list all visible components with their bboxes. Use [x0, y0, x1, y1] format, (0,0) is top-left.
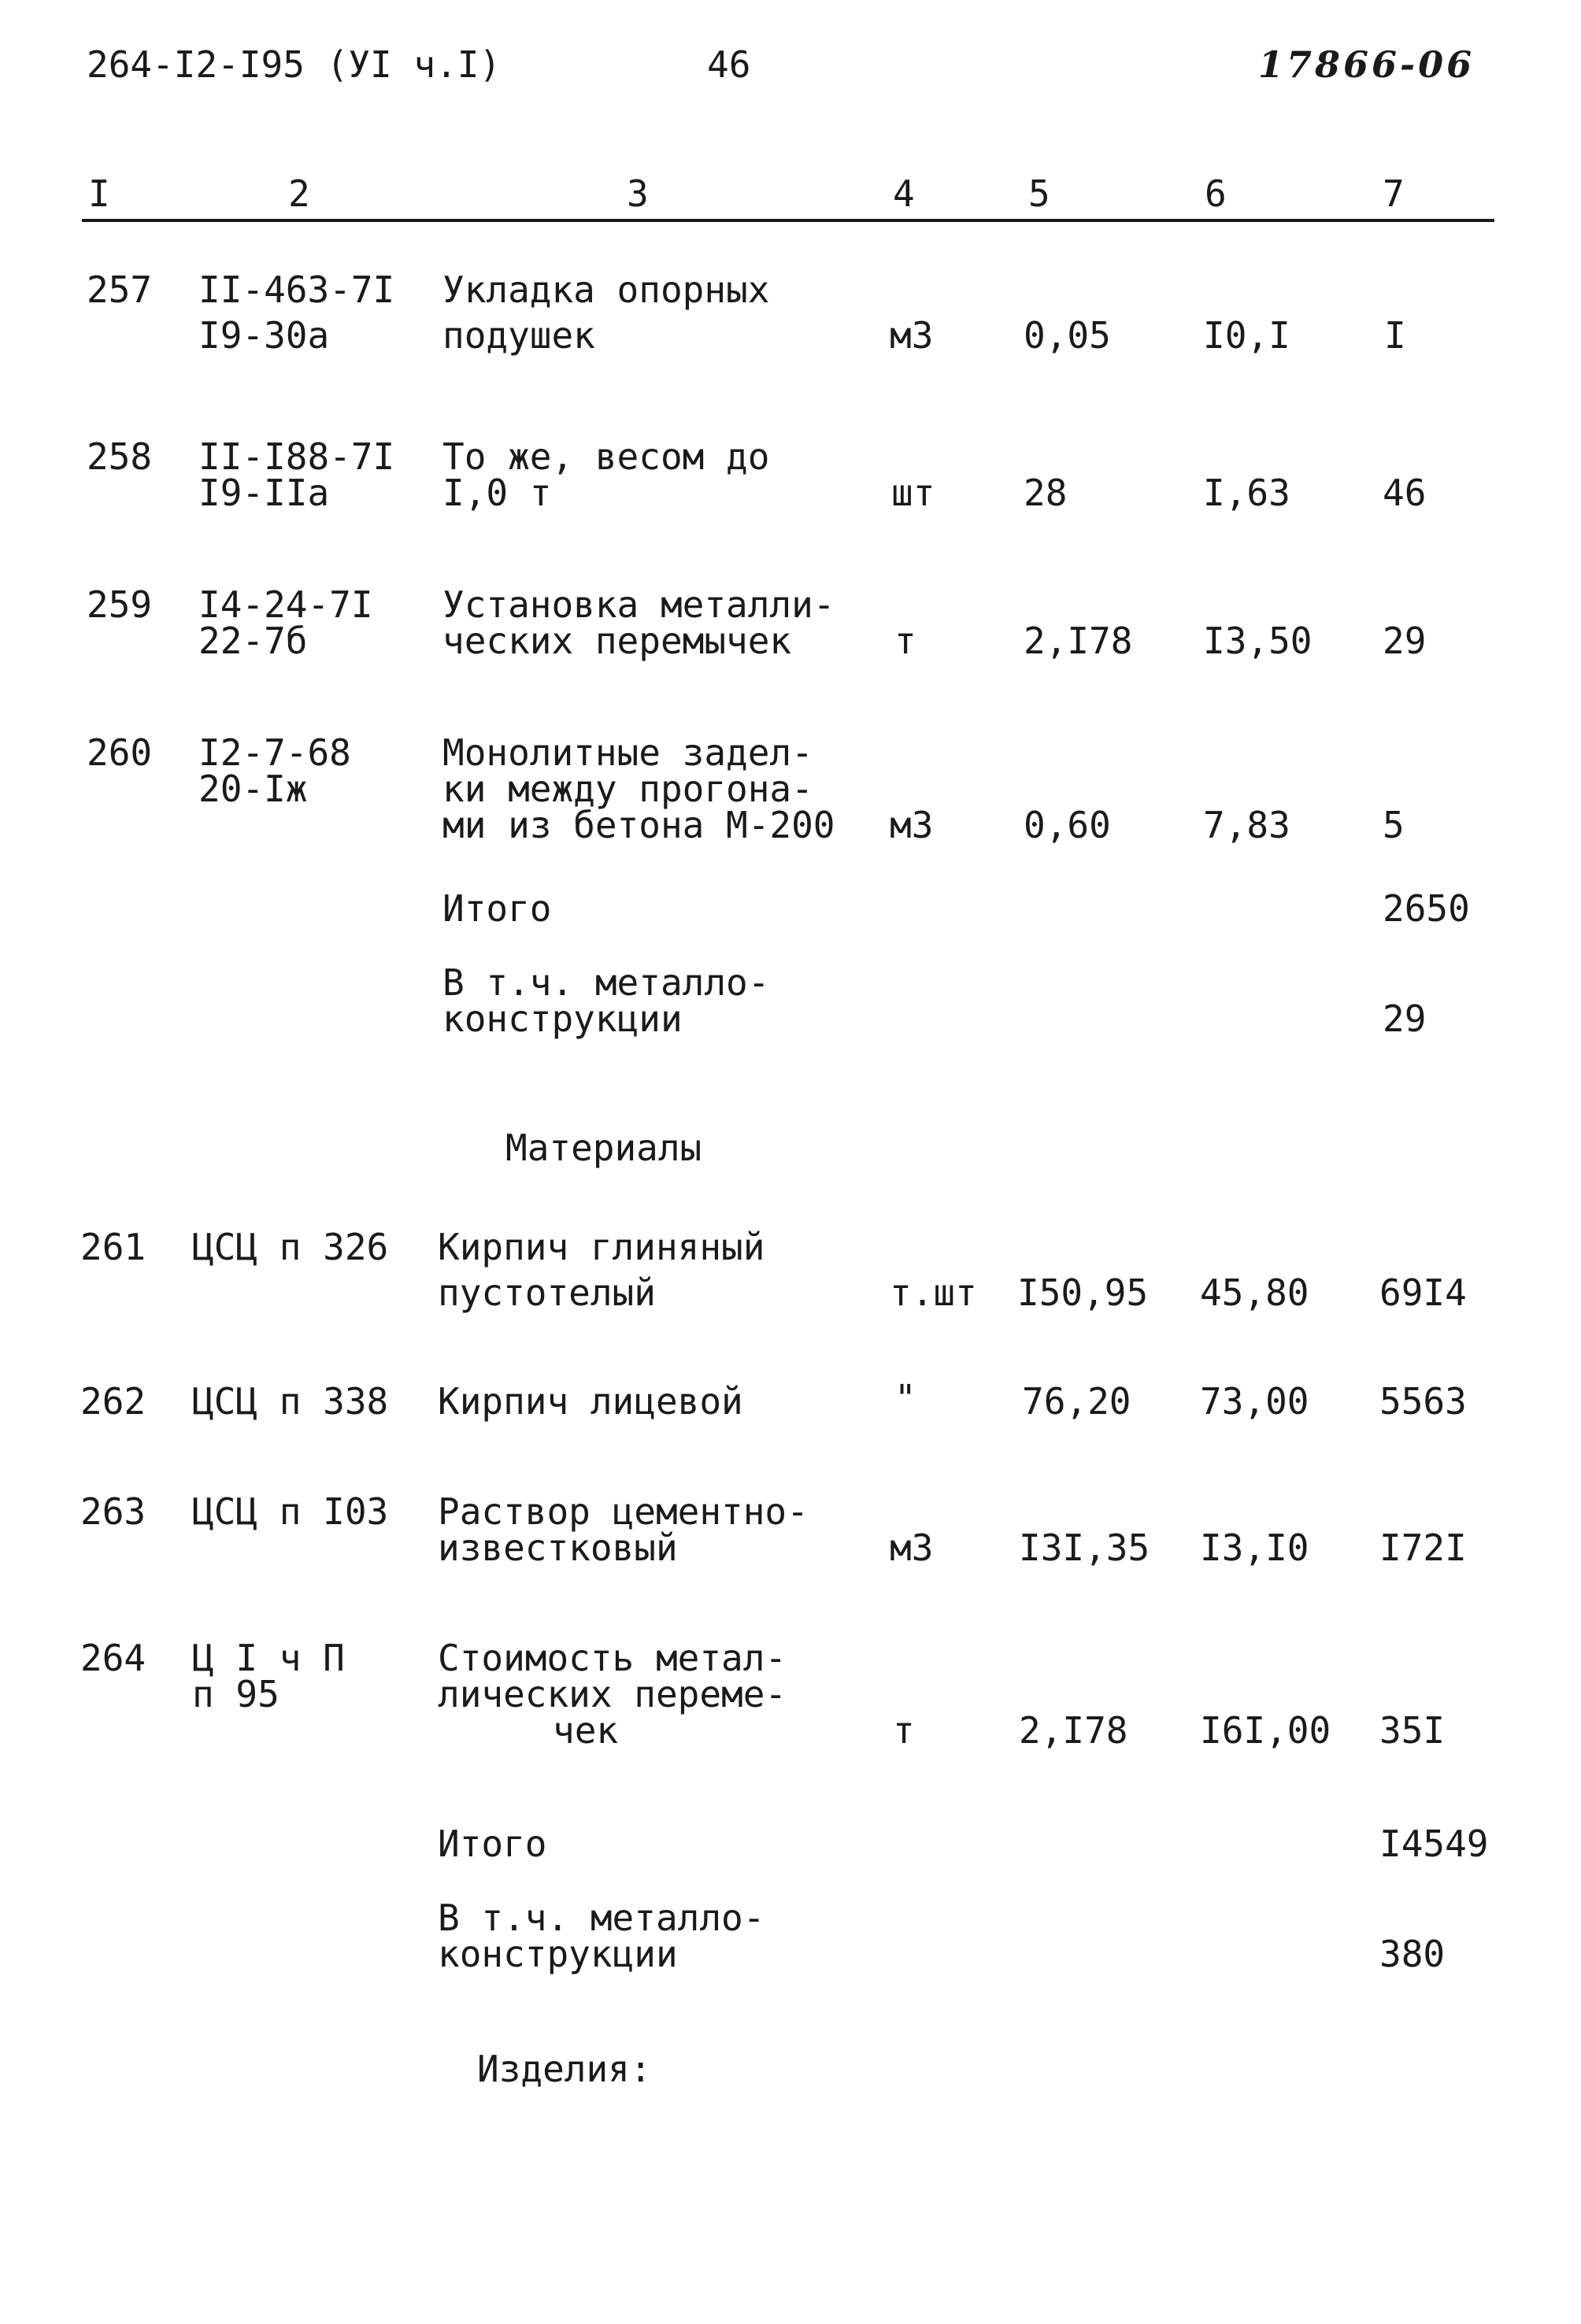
- row-code-line: 20-Iж: [198, 768, 308, 810]
- document-code: 264-I2-I95 (УI ч.I): [87, 43, 502, 86]
- row-number: 261: [80, 1226, 146, 1268]
- row-number: 264: [80, 1637, 146, 1679]
- itogo-label: Итого: [442, 887, 552, 930]
- column-header-6: 6: [1205, 172, 1227, 215]
- row-description-line: Раствор цементно-: [438, 1490, 809, 1533]
- row-number: 258: [87, 435, 153, 478]
- row-code-line: I4-24-7I: [198, 583, 373, 626]
- row-description-line: ки между прогона-: [442, 768, 813, 810]
- row-total: I: [1384, 314, 1406, 357]
- row-number: 257: [87, 268, 153, 311]
- row-total: 69I4: [1379, 1271, 1467, 1314]
- row-total: I72I: [1379, 1527, 1467, 1569]
- row-number: 259: [87, 583, 153, 626]
- row-unit-price: I3,I0: [1200, 1527, 1309, 1569]
- row-unit: т: [893, 1709, 915, 1752]
- row-quantity: 28: [1024, 472, 1068, 514]
- row-code-line: ЦСЦ п 338: [192, 1380, 389, 1423]
- row-quantity: I3I,35: [1019, 1527, 1150, 1569]
- row-description-line: ческих перемычек: [442, 620, 792, 662]
- column-header-3: 3: [627, 172, 649, 215]
- row-quantity: 0,05: [1024, 314, 1111, 357]
- metal-structures-value: 29: [1383, 997, 1427, 1040]
- section-heading-items: Изделия:: [477, 2048, 652, 2090]
- column-header-5: 5: [1028, 172, 1050, 215]
- row-description-line: Установка металли-: [442, 583, 835, 626]
- row-code-line: ЦСЦ п 326: [192, 1226, 389, 1268]
- row-description-line: Монолитные задел-: [442, 731, 813, 774]
- row-unit: т.шт: [890, 1271, 977, 1314]
- row-description-line: известковый: [438, 1527, 678, 1569]
- row-total: 46: [1383, 472, 1427, 514]
- header-rule: [82, 219, 1494, 222]
- row-unit-price: I0,I: [1203, 314, 1290, 357]
- row-number: 263: [80, 1490, 146, 1533]
- section-heading-materials: Материалы: [505, 1127, 702, 1169]
- row-number: 262: [80, 1380, 146, 1423]
- row-description-line: ми из бетона М-200: [442, 804, 835, 846]
- row-description-line: То же, весом до: [442, 435, 770, 478]
- archive-stamp-number: 17866-06: [1258, 43, 1475, 86]
- row-unit-price: I,63: [1203, 472, 1290, 514]
- row-quantity: 2,I78: [1024, 620, 1133, 662]
- row-total: 35I: [1379, 1709, 1446, 1752]
- row-description-line: Укладка опорных: [442, 268, 770, 311]
- metal-structures-label: конструкции: [438, 1933, 678, 1975]
- row-unit-price: 73,00: [1200, 1380, 1309, 1423]
- itogo-value: I4549: [1379, 1823, 1489, 1865]
- row-code-line: Ц I ч П: [192, 1637, 345, 1679]
- row-unit: ": [894, 1377, 916, 1419]
- row-unit-price: I3,50: [1203, 620, 1313, 662]
- row-description-line: Стоимость метал-: [438, 1637, 787, 1679]
- metal-structures-label: конструкции: [442, 997, 683, 1040]
- row-number: 260: [87, 731, 153, 774]
- row-unit: шт: [891, 472, 935, 514]
- row-code-line: II-463-7I: [198, 268, 395, 311]
- row-unit: м3: [890, 804, 934, 846]
- row-unit: т: [894, 620, 916, 662]
- row-unit: м3: [890, 1527, 934, 1569]
- row-total: 29: [1383, 620, 1427, 662]
- row-total: 5: [1383, 804, 1405, 846]
- row-unit-price: I6I,00: [1200, 1709, 1331, 1752]
- metal-structures-label: В т.ч. металло-: [438, 1897, 765, 1939]
- column-header-7: 7: [1383, 172, 1405, 215]
- row-code-line: I9-30a: [198, 314, 330, 357]
- row-code-line: I9-IIa: [198, 472, 330, 514]
- row-description-line: Кирпич глиняный: [438, 1226, 765, 1268]
- row-unit-price: 7,83: [1203, 804, 1290, 846]
- row-quantity: 2,I78: [1019, 1709, 1128, 1752]
- row-code-line: I2-7-68: [198, 731, 351, 774]
- itogo-value: 2650: [1383, 887, 1470, 930]
- row-code-line: 22-7б: [198, 620, 308, 662]
- itogo-label: Итого: [438, 1823, 547, 1865]
- row-code-line: ЦСЦ п I03: [192, 1490, 389, 1533]
- column-header-1: I: [88, 172, 110, 215]
- row-quantity: 76,20: [1022, 1380, 1131, 1423]
- metal-structures-value: 380: [1379, 1933, 1446, 1975]
- metal-structures-label: В т.ч. металло-: [442, 961, 770, 1004]
- row-code-line: п 95: [192, 1673, 280, 1715]
- row-quantity: 0,60: [1024, 804, 1111, 846]
- row-total: 5563: [1379, 1380, 1467, 1423]
- row-unit-price: 45,80: [1200, 1271, 1309, 1314]
- column-header-2: 2: [288, 172, 310, 215]
- column-header-4: 4: [893, 172, 915, 215]
- row-description-line: лических переме-: [438, 1673, 787, 1715]
- row-description-line: чек: [553, 1709, 619, 1752]
- page-number: 46: [707, 43, 751, 86]
- row-quantity: I50,95: [1017, 1271, 1149, 1314]
- row-description-line: Кирпич лицевой: [438, 1380, 743, 1423]
- row-description-line: I,0 т: [442, 472, 552, 514]
- row-unit: м3: [890, 314, 934, 357]
- row-description-line: пустотелый: [438, 1271, 656, 1314]
- row-code-line: II-I88-7I: [198, 435, 395, 478]
- row-description-line: подушек: [442, 314, 595, 357]
